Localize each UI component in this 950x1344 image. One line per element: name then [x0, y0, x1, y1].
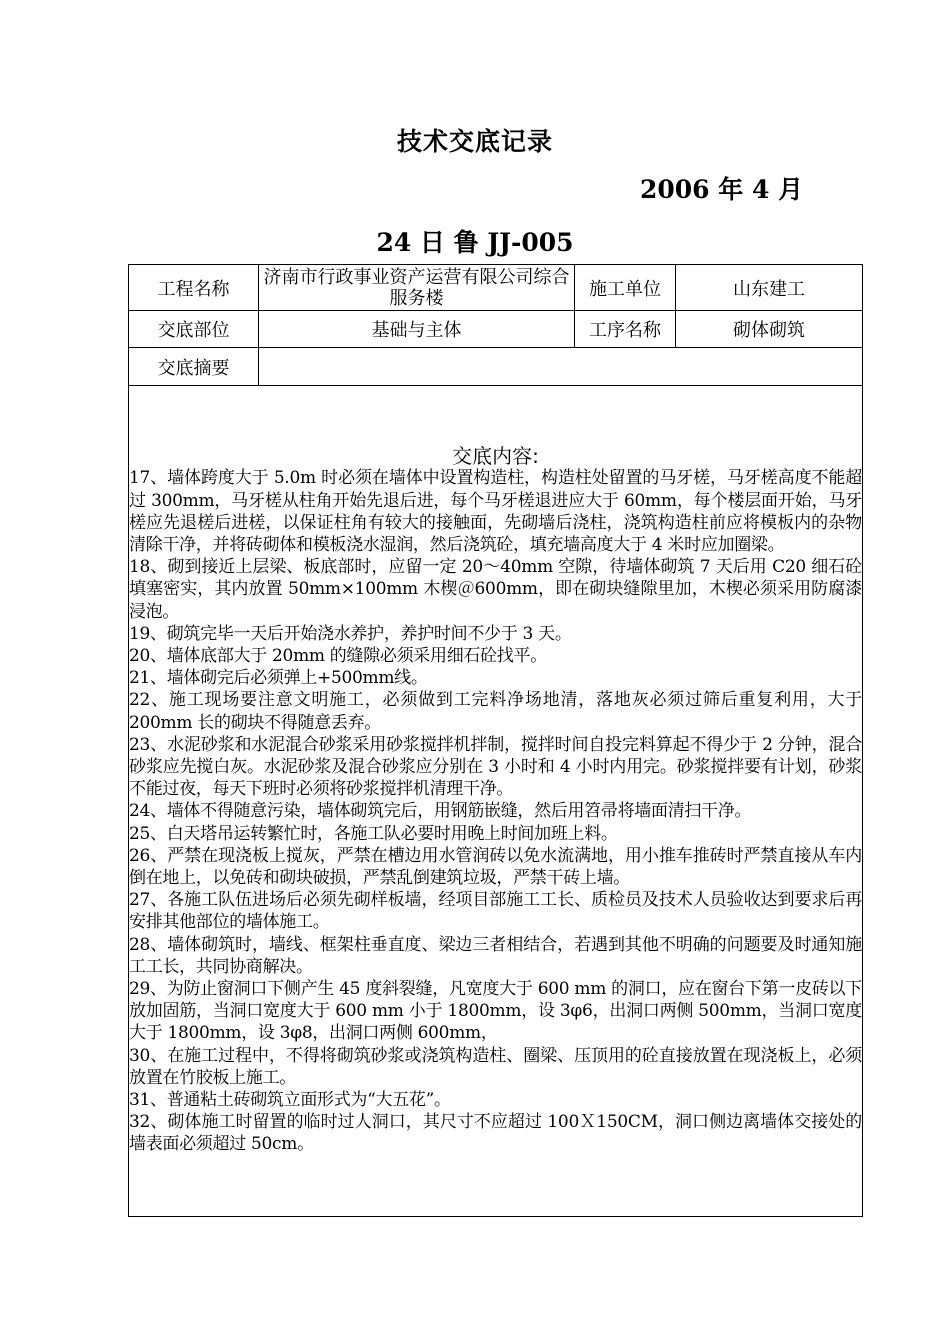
paragraph: 19、砌筑完毕一天后开始浇水养护，养护时间不少于 3 天。 — [129, 623, 572, 644]
paragraph: 27、各施工队伍进场后必须先砌样板墙，经项目部施工工长、质检员及技术人员验收达到要求后再安排其他部位的墙体施工。 — [129, 890, 862, 933]
paragraph: 25、白天塔吊运转繁忙时，各施工队必要时用晚上时间加班上料。 — [129, 823, 618, 844]
record-table — [128, 264, 863, 1217]
row-project — [129, 265, 863, 311]
project-name-value: 济南市行政事业资产运营有限公司综合服务楼 — [259, 265, 575, 311]
paragraph: 32、砌体施工时留置的临时过人洞口，其尺寸不应超过 100Ｘ150CM，洞口侧边离墙体交接处的墙表面必须超过 50cm。 — [129, 1112, 862, 1155]
paragraph: 17、墙体跨度大于 5.0m 时必须在墙体中设置构造柱，构造柱处留置的马牙槎，马牙槎高度不能超过 300mm，马牙槎从柱角开始先退后进，每个马牙槎退进应大于 60mm，每个楼层面开始，马牙槎应先退槎后进槎，以保证柱角有较大的接触面，先砌墙后浇柱，浇筑构造柱前应将模板内的杂物清除干净，并将砖砌体和模板浇水湿润，然后浇筑砼，填充墙高度大于 4 米时应加圈梁。 — [129, 468, 862, 555]
paragraph: 18、砌到接近上层梁、板底部时，应留一定 20～40mm 空隙，待墙体砌筑 7 天后用 C20 细石砼填塞密实，其内放置 50mm×100mm 木楔＠600mm，即在砌块缝隙里加，木楔必须采用防腐漆浸泡。 — [129, 557, 862, 622]
paragraph: 20、墙体底部大于 20mm 的缝隙必须采用细石砼找平。 — [129, 645, 547, 666]
process-label: 工序名称 — [575, 311, 676, 348]
contractor-label: 施工单位 — [575, 265, 676, 311]
paragraph: 26、严禁在现浇板上搅灰，严禁在槽边用水管润砖以免水流满地，用小推车推砖时严禁直接从车内倒在地上，以免砖和砌块破损，严禁乱倒建筑垃圾，严禁干砖上墙。 — [129, 845, 862, 888]
project-name-label: 工程名称 — [129, 265, 259, 311]
row-summary — [129, 348, 863, 386]
paragraph: 29、为防止窗洞口下侧产生 45 度斜裂缝，凡宽度大于 600 mm 的洞口，应在窗台下第一皮砖以下放加固筋，当洞口宽度大于 600 mm 小于 1800mm，设 3φ6，出洞口两侧 500mm，当洞口宽度大于 1800mm，设 3φ8，出洞口两侧 600mm， — [129, 979, 862, 1044]
row-part — [129, 311, 863, 348]
row-content — [129, 386, 863, 1217]
content-cell — [129, 386, 863, 1217]
summary-label: 交底摘要 — [129, 348, 259, 386]
paragraph: 31、普通粘土砖砌筑立面形式为“大五花”。 — [129, 1090, 451, 1111]
paragraph: 30、在施工过程中，不得将砌筑砂浆或浇筑构造柱、圈梁、压顶用的砼直接放置在现浇板上，必须放置在竹胶板上施工。 — [129, 1045, 862, 1088]
paragraph: 24、墙体不得随意污染，墙体砌筑完后，用钢筋嵌缝，然后用笤帚将墙面清扫干净。 — [129, 801, 752, 822]
part-label: 交底部位 — [129, 311, 259, 348]
date-line: 2006 年 4 月 — [640, 175, 804, 204]
document-title: 技术交底记录 — [396, 127, 553, 156]
content-heading: 交底内容: — [452, 444, 539, 469]
contractor-value: 山东建工 — [676, 265, 863, 311]
paragraph: 23、水泥砂浆和水泥混合砂浆采用砂浆搅拌机拌制，搅拌时间自投完料算起不得少于 2 分钟，混合砂浆应先搅白灰。水泥砂浆及混合砂浆应分别在 3 小时和 4 小时内用完。砂浆搅拌要有计划，砂浆不能过夜，每天下班时必须将砂浆搅拌机清理干净。 — [129, 734, 862, 800]
part-value: 基础与主体 — [259, 311, 575, 348]
paragraph: 21、墙体砌完后必须弹上+500mm线。 — [129, 668, 428, 689]
record-code-line: 24 日 鲁 JJ-005 — [376, 228, 574, 257]
paragraph: 22、施工现场要注意文明施工，必须做到工完料净场地清，落地灰必须过筛后重复利用，大于 200mm 长的砌块不得随意丢弃。 — [129, 690, 862, 733]
process-value: 砌体砌筑 — [676, 311, 863, 348]
paragraph: 28、墙体砌筑时，墙线、框架柱垂直度、梁边三者相结合，若遇到其他不明确的问题要及时通知施工工长，共同协商解决。 — [129, 934, 862, 977]
summary-value — [259, 348, 863, 386]
